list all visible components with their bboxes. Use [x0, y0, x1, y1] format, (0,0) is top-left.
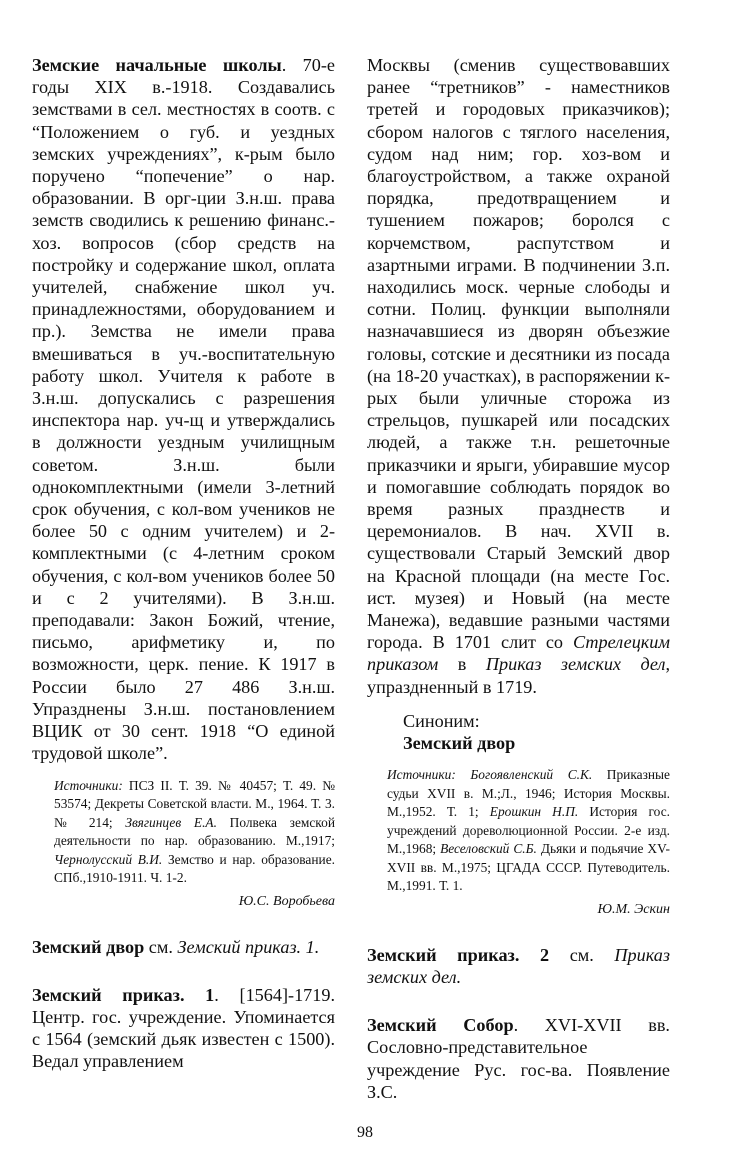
entry-text: , упраздненный в 1719.	[367, 654, 671, 697]
sources-label: Источники:	[387, 767, 456, 783]
entry-text: Москвы (сменив существовавших ранее “третников” - наместников третей и городовых приказчиков); сбором налогов с тяглого населения, судом над ним; гор. хоз-вом и благоустройством, а также охраной порядка, предотвращением и тушением пожаров; боролся с корчемством, распутством и азартными играми. В подчинении З.п. находились моск. черные слободы и сотни. Полиц. функции выполняли назначавшиеся из дворян объезжие головы, сотские и десятники из посада (на 18-20 участках), в распоряжении к-рых были уличные сторожа из стрельцов, пушкарей или посадских людей, а также т.н. решеточные приказчики и ярыги, убиравшие мусор и помогавшие соблюдать порядок во время разных празднеств и церемониалов. В нач. XVII в. существовали Старый Земский двор на Красной площади (на месте Гос. ист. музея) и Новый (на месте Манежа), ведавшие разными частями города. В 1701 слит со	[367, 55, 670, 653]
source-text: Приказные судьи XVII в. М.;Л., 1946; История Москвы. М.,1952. Т. 1;	[387, 767, 670, 820]
see-text: см.	[549, 944, 615, 965]
page-number: 98	[357, 1124, 373, 1141]
entry-text: . XVI-XVII вв. Сословно-представительное учреждение Рус. гос-ва. Появление З.С.	[367, 1015, 670, 1102]
source-author: Ерошкин Н.П.	[489, 804, 579, 820]
source-text: ПСЗ II. Т. 39. № 40457; Т. 49. № 53574; Декреты Советской власти. М., 1964. Т. 3. № 214;	[54, 777, 335, 830]
cross-reference: Земский приказ. 1.	[177, 936, 320, 957]
source-text: Полвека земской деятельности по нар. образованию. М.,1917;	[54, 814, 335, 848]
cross-reference: Стрелецким приказом	[367, 632, 670, 675]
sources	[387, 766, 670, 896]
author-signature: Ю.С. Воробьева	[238, 893, 335, 909]
entry-zemsky-prikaz-1	[32, 984, 335, 1073]
synonym: Земский двор	[403, 733, 516, 754]
source-author: Чернолусский В.И.	[54, 851, 163, 867]
see-text: см.	[144, 936, 178, 957]
cross-reference: Приказ земских дел.	[367, 944, 670, 987]
entry-heading: Земский приказ. 1	[32, 984, 215, 1005]
source-text: Дьяки и подьячие XV-XVII вв. М.,1975; ЦГАДА СССР. Путеводитель. М.,1991. Т. 1.	[387, 841, 670, 894]
source-author: Богоявленский С.К.	[470, 767, 593, 783]
entry-heading: Земские начальные школы	[32, 55, 282, 75]
entry-zemsky-dvor	[32, 936, 335, 958]
entry-zemsky-sobor	[367, 1014, 670, 1103]
synonym-label: Синоним:	[403, 710, 480, 731]
entry-text: . [1564]-1719. Центр. гос. учреждение. Упоминается с 1564 (земский дьяк известен с 1500). Ведал управлением	[32, 984, 335, 1072]
source-text: Земство и нар. образование. СПб.,1910-1911. Ч. 1-2.	[54, 851, 335, 885]
author-signature: Ю.М. Эскин	[597, 901, 670, 917]
entry-zemsky-prikaz-2	[367, 944, 670, 988]
source-author: Звягинцев Е.А.	[125, 814, 217, 830]
sources-label: Источники:	[54, 777, 123, 793]
left-column	[32, 54, 335, 1073]
entry-heading: Земский двор	[32, 936, 145, 957]
sources	[54, 777, 335, 888]
right-column	[367, 54, 670, 1103]
entry-text: . 70-е годы XIX в.-1918. Создавались земствами в сел. местностях в соотв. с “Положением о губ. и уездных земских учреждениях”, к-рым было поручено “попечение” о нар. образовании. В орг-ции З.н.ш. права земств сводились к решению финанс.-хоз. вопросов (сбор средств на постройку и содержание школ, оплата учителей, снабжение школ уч. принадлежностями, оборудованием и пр.). Земства не имели права вмешиваться в уч.-воспитательную работу школ. Учителя к работе в З.н.ш. допускались с разрешения инспектора нар. уч-щ и утверждались в должности уездным училищным советом. З.н.ш. были однокомплектными (имели 3-летний срок обучения, с кол-вом учеников не более 50 с одним учителем) и 2-комплектными (с 4-летним сроком обучения, с кол-вом учеников более 50 и с 2 учителями). В З.н.ш. преподавали: Закон Божий, чтение, письмо, арифметику и, по возможности, церк. пение. К 1917 в России было 27 486 З.н.ш. Упразднены З.н.ш. постановлением ВЦИК от 30 сент. 1918 “О единой трудовой школе”.	[32, 55, 335, 764]
cross-reference: Приказ земских дел	[485, 654, 666, 675]
entry-zemskie-nachalnye-shkoly	[32, 54, 335, 765]
entry-heading: Земский Собор	[367, 1015, 514, 1036]
source-text: История гос. учреждений дореволюционной России. 2-е изд. М.,1968;	[387, 804, 670, 857]
entry-continuation	[367, 54, 670, 698]
entry-heading: Земский приказ. 2	[367, 944, 550, 965]
source-author: Веселовский С.Б.	[440, 841, 537, 857]
entry-text: в	[438, 654, 486, 675]
